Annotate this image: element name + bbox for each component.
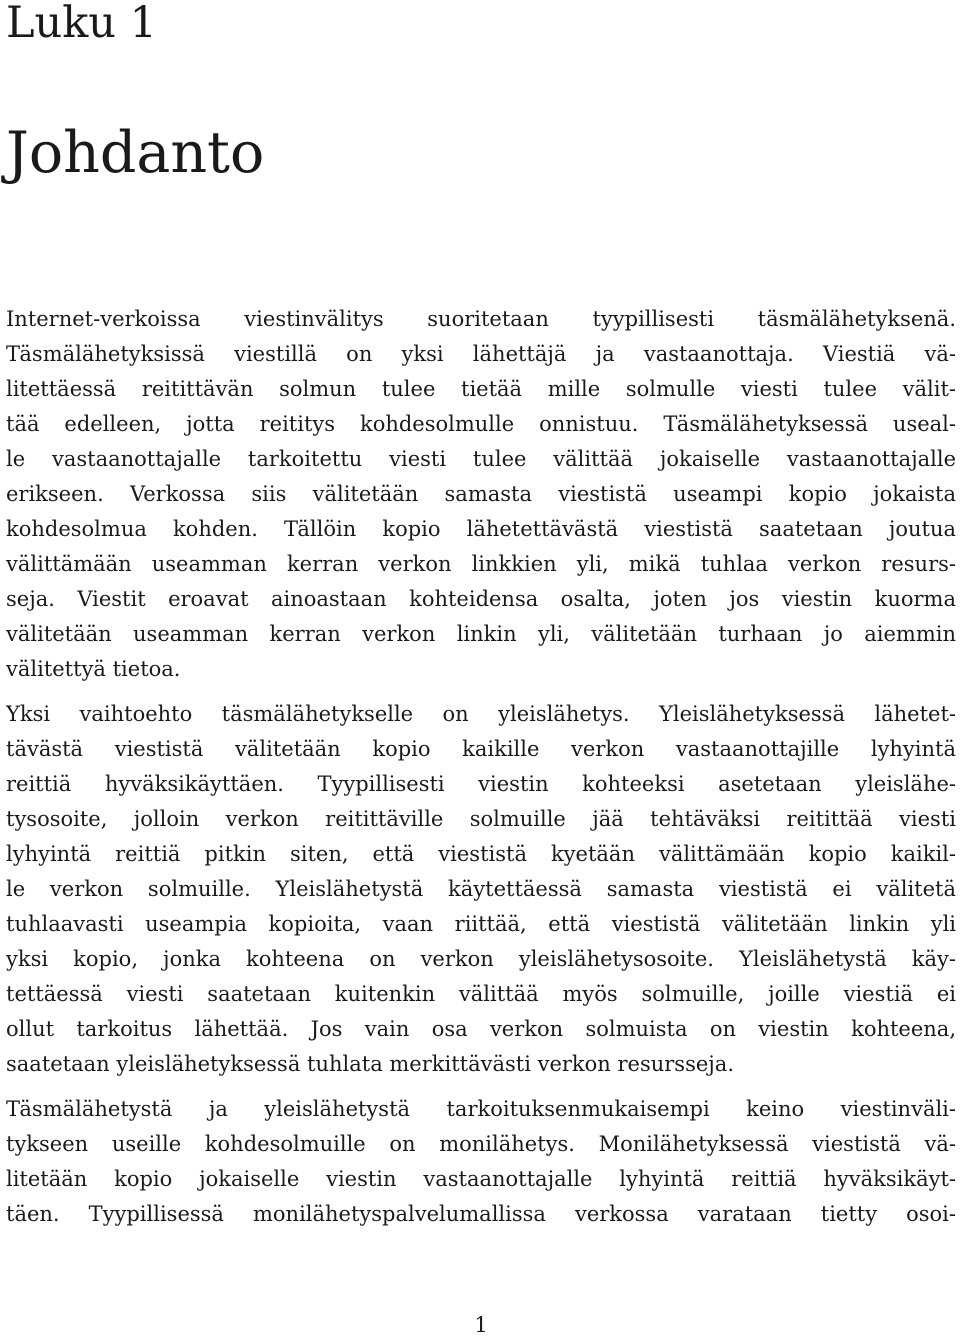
text-line: lyhyintä reittiä pitkin siten, että viestistä kyetään välittämään kopio kaikil- [6, 842, 956, 866]
text-line: välitetään useamman kerran verkon linkin yli, välitetään turhaan jo aiemmin [6, 622, 956, 646]
page-number: 1 [474, 1313, 488, 1337]
chapter-title: Johdanto [6, 120, 265, 186]
text-line: Internet-verkoissa viestinvälitys suoritetaan tyypillisesti täsmälähetyksenä. [6, 307, 956, 331]
text-line: täen. Tyypillisessä monilähetyspalvelumallissa verkossa varataan tietty osoi- [6, 1202, 956, 1226]
text-line: seja. Viestit eroavat ainoastaan kohteidensa osalta, joten jos viestin kuorma [6, 587, 956, 611]
text-line: välittämään useamman kerran verkon linkkien yli, mikä tuhlaa verkon resurs- [6, 552, 956, 576]
paragraph [6, 697, 956, 1082]
text-line: le vastaanottajalle tarkoitettu viesti tulee välittää jokaiselle vastaanottajalle [6, 447, 956, 471]
text-line: Yksi vaihtoehto täsmälähetykselle on yleislähetys. Yleislähetyksessä lähetet- [6, 702, 956, 726]
text-line: erikseen. Verkossa siis välitetään samasta viestistä useampi kopio jokaista [6, 482, 956, 506]
paragraph [6, 1092, 956, 1232]
text-line: tykseen useille kohdesolmuille on monilähetys. Monilähetyksessä viestistä vä- [6, 1132, 956, 1156]
text-line: reittiä hyväksikäyttäen. Tyypillisesti viestin kohteeksi asetetaan yleislähe- [6, 772, 956, 796]
text-line: le verkon solmuille. Yleislähetystä käytettäessä samasta viestistä ei välitetä [6, 877, 956, 901]
text-line: kohdesolmua kohden. Tällöin kopio lähetettävästä viestistä saatetaan joutua [6, 517, 956, 541]
text-line: saatetaan yleislähetyksessä tuhlata merkittävästi verkon resursseja. [6, 1052, 734, 1076]
text-line: välitettyä tietoa. [6, 657, 181, 681]
paragraph [6, 302, 956, 687]
text-line: Täsmälähetyksissä viestillä on yksi lähettäjä ja vastaanottaja. Viestiä vä- [6, 342, 956, 366]
text-line: litettäessä reitittävän solmun tulee tietää mille solmulle viesti tulee välit- [6, 377, 956, 401]
text-line: ollut tarkoitus lähettää. Jos vain osa verkon solmuista on viestin kohteena, [6, 1017, 956, 1041]
body-text [6, 302, 956, 1242]
text-line: tävästä viestistä välitetään kopio kaikille verkon vastaanottajille lyhyintä [6, 737, 956, 761]
text-line: litetään kopio jokaiselle viestin vastaanottajalle lyhyintä reittiä hyväksikäyt- [6, 1167, 956, 1191]
chapter-label: Luku 1 [6, 0, 158, 48]
text-line: Täsmälähetystä ja yleislähetystä tarkoituksenmukaisempi keino viestinväli- [6, 1097, 956, 1121]
text-line: tettäessä viesti saatetaan kuitenkin välittää myös solmuille, joille viestiä ei [6, 982, 956, 1006]
document-page [6, 0, 956, 1338]
text-line: tysosoite, jolloin verkon reitittäville solmuille jää tehtäväksi reitittää viesti [6, 807, 956, 831]
text-line: tää edelleen, jotta reititys kohdesolmulle onnistuu. Täsmälähetyksessä useal- [6, 412, 956, 436]
text-line: tuhlaavasti useampia kopioita, vaan riittää, että viestistä välitetään linkin yli [6, 912, 956, 936]
text-line: yksi kopio, jonka kohteena on verkon yleislähetysosoite. Yleislähetystä käy- [6, 947, 956, 971]
